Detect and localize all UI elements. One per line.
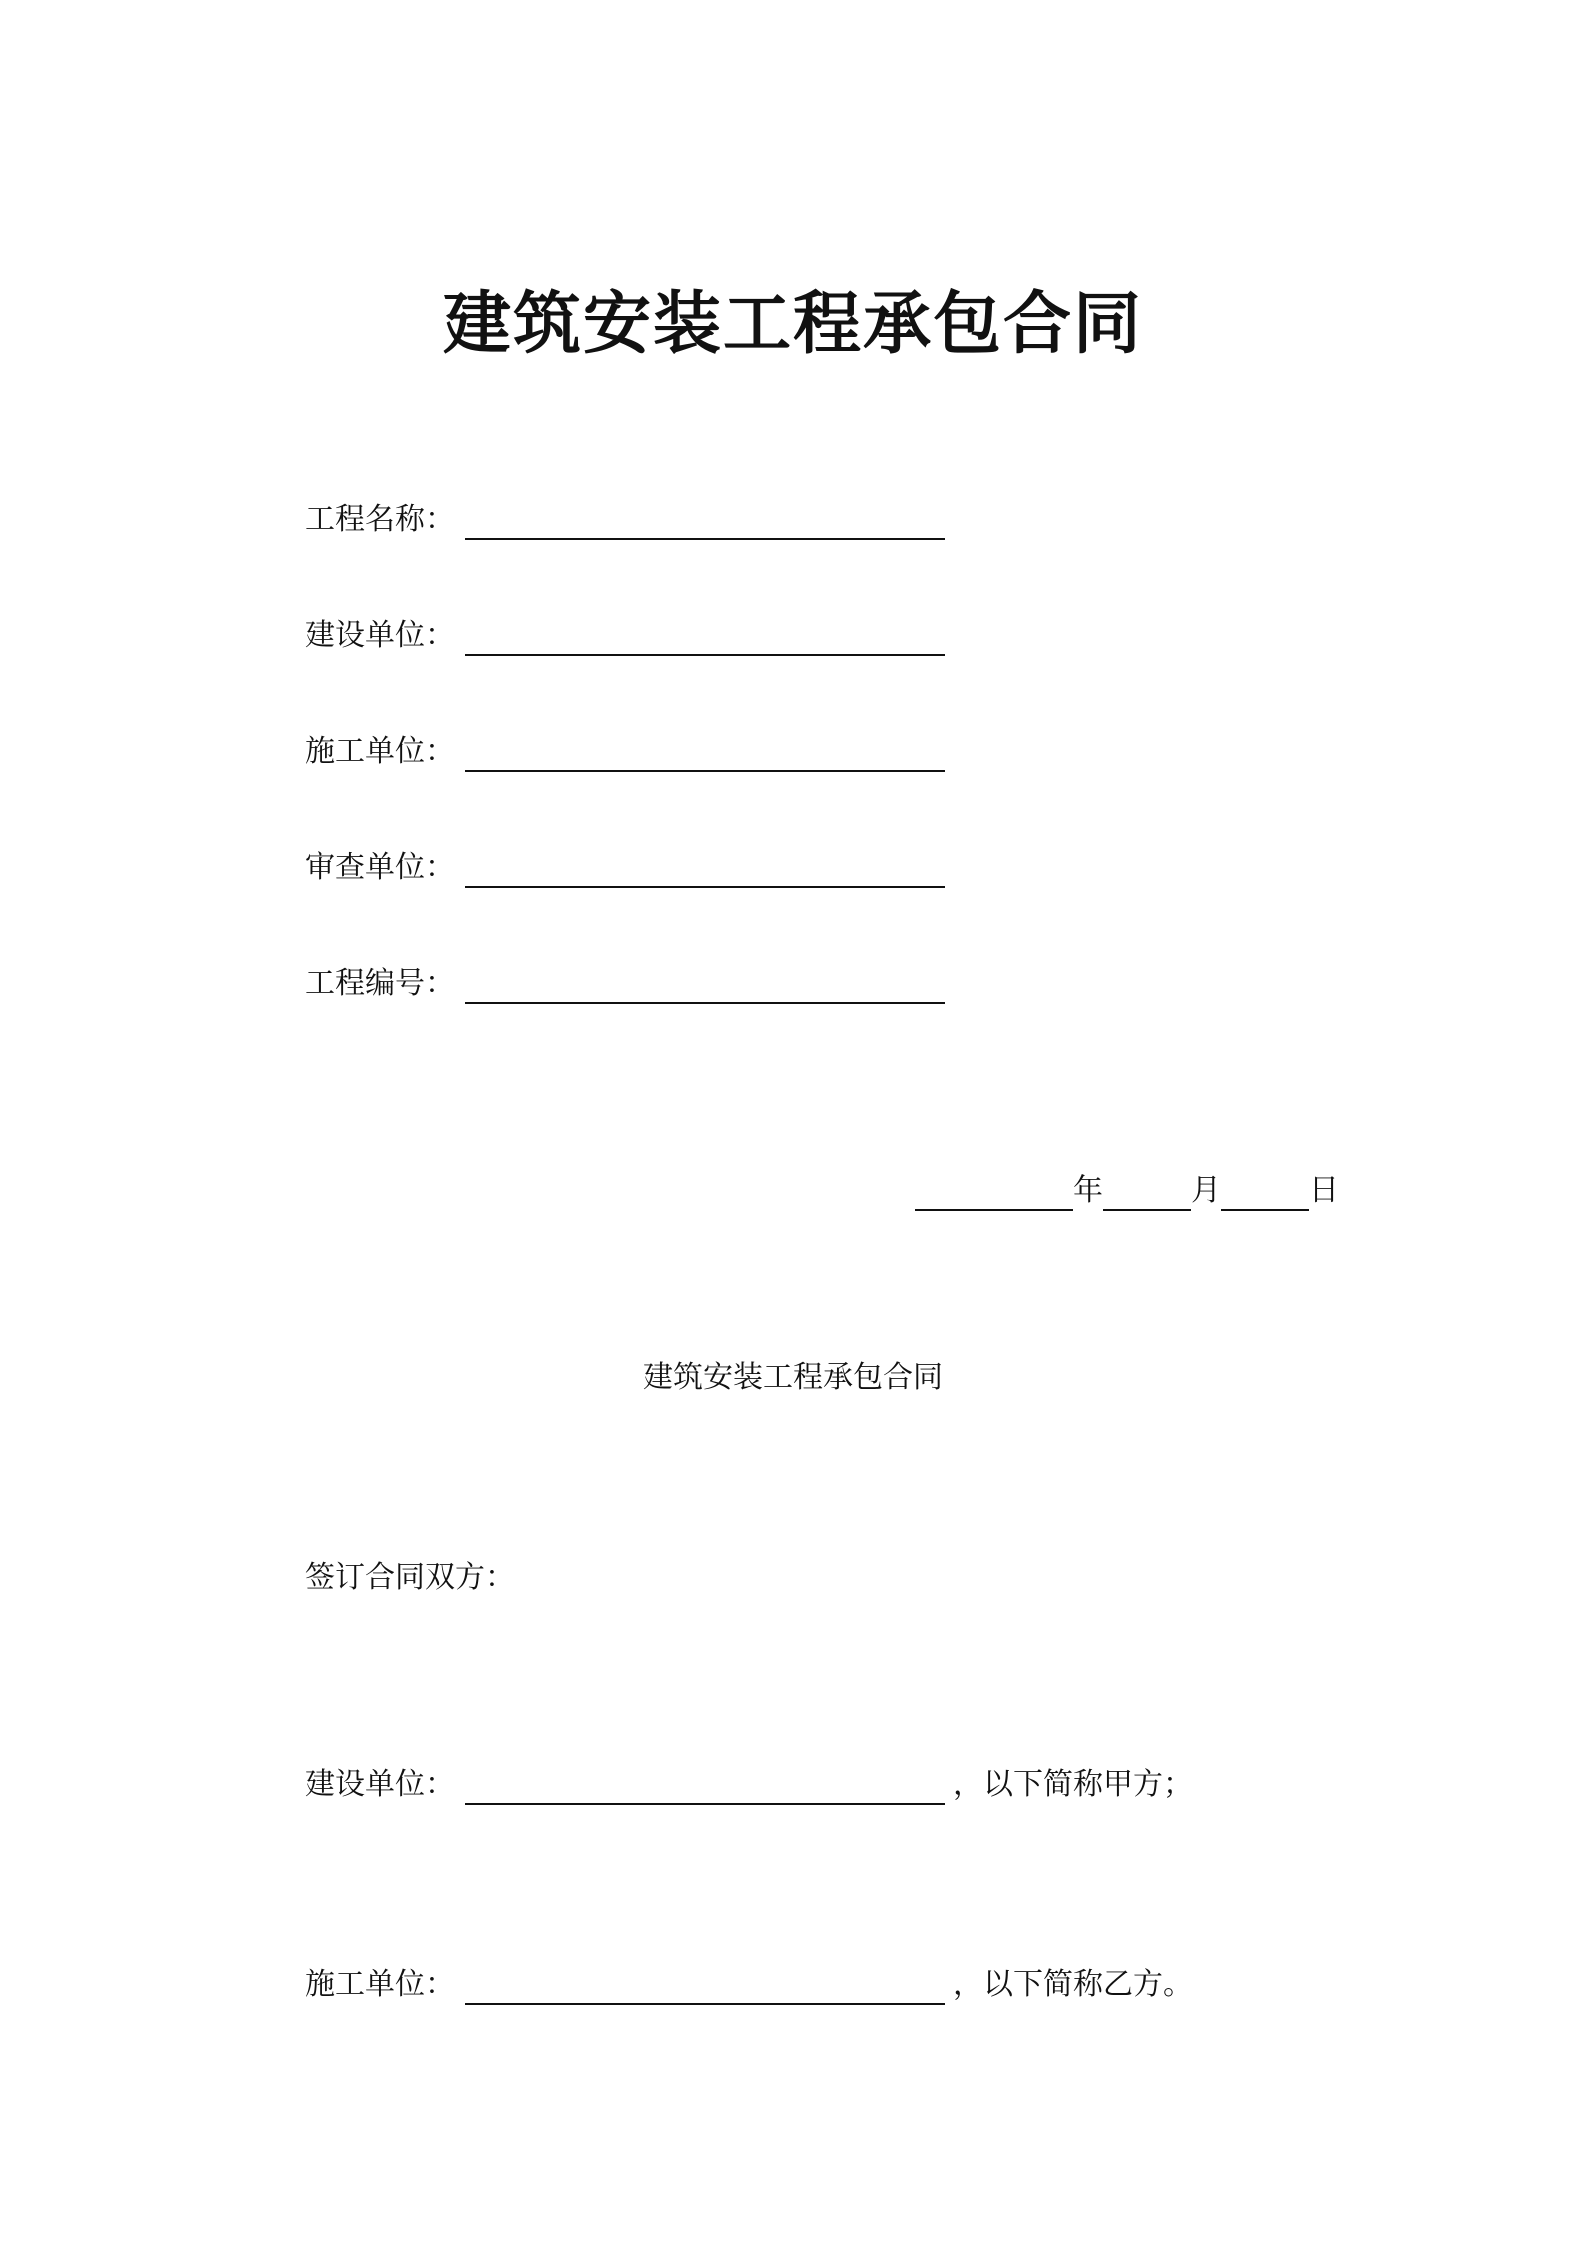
party-a-blank[interactable] — [465, 1763, 945, 1805]
party-b-blank[interactable] — [465, 1963, 945, 2005]
field-label: 施工单位： — [305, 734, 455, 769]
construction-unit-blank[interactable] — [465, 614, 945, 656]
cover-field-construction-unit — [305, 606, 945, 656]
day-blank[interactable] — [1221, 1173, 1309, 1211]
field-label: 审查单位： — [305, 850, 455, 885]
cover-field-project-name — [305, 490, 945, 540]
month-blank[interactable] — [1103, 1173, 1191, 1211]
year-label: 年 — [1073, 1173, 1103, 1208]
document-subtitle: 建筑安装工程承包合同 — [643, 1360, 943, 1395]
field-label: 工程编号： — [305, 966, 455, 1001]
cover-field-contractor-unit — [305, 722, 945, 772]
party-a-row — [305, 1755, 1193, 1805]
field-label: 工程名称： — [305, 502, 455, 537]
day-label: 日 — [1309, 1173, 1339, 1208]
field-label: 建设单位： — [305, 1767, 455, 1802]
month-label: 月 — [1191, 1173, 1221, 1208]
cover-field-review-unit — [305, 838, 945, 888]
party-a-suffix: ，以下简称甲方； — [953, 1767, 1193, 1802]
project-name-blank[interactable] — [465, 498, 945, 540]
contractor-unit-blank[interactable] — [465, 730, 945, 772]
field-label: 建设单位： — [305, 618, 455, 653]
field-label: 施工单位： — [305, 1967, 455, 2002]
year-blank[interactable] — [915, 1173, 1073, 1211]
review-unit-blank[interactable] — [465, 846, 945, 888]
cover-field-project-number — [305, 954, 945, 1004]
date-line — [915, 1167, 1339, 1211]
party-b-row — [305, 1955, 1193, 2005]
party-b-suffix: ，以下简称乙方。 — [953, 1967, 1193, 2002]
document-title: 建筑安装工程承包合同 — [442, 285, 1143, 364]
parties-heading: 签订合同双方： — [305, 1560, 515, 1595]
project-number-blank[interactable] — [465, 962, 945, 1004]
